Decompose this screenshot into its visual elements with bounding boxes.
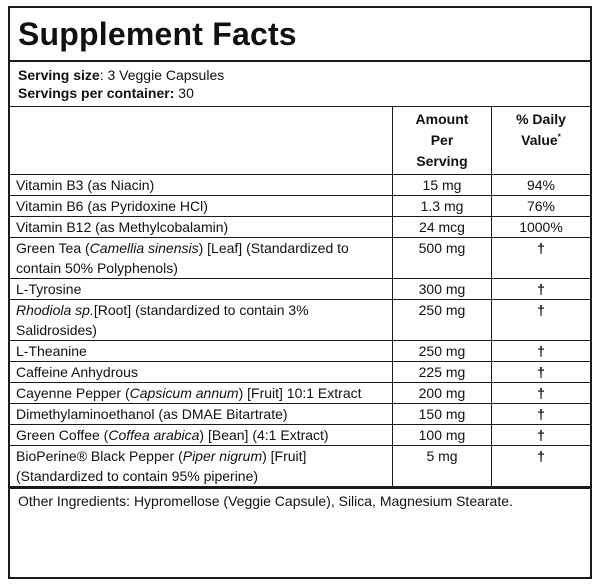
ingredient-daily-value: † bbox=[492, 341, 591, 362]
ingredient-row bbox=[10, 383, 590, 404]
ingredient-daily-value: † bbox=[492, 425, 591, 446]
ingredient-amount: 100 mg bbox=[393, 425, 492, 446]
ingredient-row bbox=[10, 404, 590, 425]
serving-size: Serving size: 3 Veggie Capsules bbox=[18, 67, 225, 83]
ingredient-daily-value: † bbox=[492, 446, 591, 487]
ingredient-amount: 225 mg bbox=[393, 362, 492, 383]
ingredient-row bbox=[10, 362, 590, 383]
nutrient-name: Vitamin B3 (as Niacin) bbox=[10, 175, 393, 196]
ingredient-name: Dimethylaminoethanol (as DMAE Bitartrate) bbox=[10, 404, 393, 425]
ingredient-amount: 250 mg bbox=[393, 341, 492, 362]
ingredient-amount: 250 mg bbox=[393, 300, 492, 341]
ingredient-amount: 300 mg bbox=[393, 279, 492, 300]
servings-per-container: Servings per container: 30 bbox=[18, 85, 194, 101]
ingredient-row bbox=[10, 238, 590, 279]
header-blank bbox=[10, 107, 393, 175]
ingredient-row bbox=[10, 279, 590, 300]
label-title: Supplement Facts bbox=[10, 8, 590, 62]
ingredient-name: Green Coffee (Coffea arabica) [Bean] (4:1 Extract) bbox=[10, 425, 393, 446]
nutrient-daily-value: 76% bbox=[492, 196, 591, 217]
ingredient-amount: 150 mg bbox=[393, 404, 492, 425]
ingredient-name: L-Theanine bbox=[10, 341, 393, 362]
ingredient-name: Rhodiola sp.[Root] (standardized to contain 3% Salidrosides) bbox=[10, 300, 393, 341]
ingredient-amount: 500 mg bbox=[393, 238, 492, 279]
ingredient-amount: 5 mg bbox=[393, 446, 492, 487]
nutrient-name: Vitamin B12 (as Methylcobalamin) bbox=[10, 217, 393, 238]
ingredient-name: L-Tyrosine bbox=[10, 279, 393, 300]
ingredient-amount: 200 mg bbox=[393, 383, 492, 404]
ingredient-daily-value: † bbox=[492, 404, 591, 425]
ingredient-name: BioPerine® Black Pepper (Piper nigrum) [Fruit] (Standardized to contain 95% piperine) bbox=[10, 446, 393, 487]
other-ingredients: Other Ingredients: Hypromellose (Veggie Capsule), Silica, Magnesium Stearate. bbox=[10, 487, 590, 514]
ingredient-row bbox=[10, 300, 590, 341]
serving-info bbox=[10, 62, 590, 107]
supplement-facts-label bbox=[8, 6, 592, 579]
nutrient-name: Vitamin B6 (as Pyridoxine HCl) bbox=[10, 196, 393, 217]
nutrient-daily-value: 1000% bbox=[492, 217, 591, 238]
ingredient-row bbox=[10, 446, 590, 487]
vitamin-row bbox=[10, 217, 590, 238]
vitamin-row bbox=[10, 175, 590, 196]
header-amount: Amount Per Serving bbox=[393, 107, 492, 175]
ingredient-name: Cayenne Pepper (Capsicum annum) [Fruit] 10:1 Extract bbox=[10, 383, 393, 404]
header-daily-value: % Daily Value* bbox=[492, 107, 591, 175]
ingredient-daily-value: † bbox=[492, 238, 591, 279]
nutrient-amount: 24 mcg bbox=[393, 217, 492, 238]
nutrient-daily-value: 94% bbox=[492, 175, 591, 196]
ingredient-row bbox=[10, 341, 590, 362]
ingredient-daily-value: † bbox=[492, 300, 591, 341]
vitamin-row bbox=[10, 196, 590, 217]
ingredient-name: Green Tea (Camellia sinensis) [Leaf] (Standardized to contain 50% Polyphenols) bbox=[10, 238, 393, 279]
nutrient-amount: 1.3 mg bbox=[393, 196, 492, 217]
ingredient-row bbox=[10, 425, 590, 446]
ingredient-daily-value: † bbox=[492, 279, 591, 300]
ingredient-daily-value: † bbox=[492, 383, 591, 404]
nutrient-amount: 15 mg bbox=[393, 175, 492, 196]
ingredient-daily-value: † bbox=[492, 362, 591, 383]
header-row bbox=[10, 107, 590, 175]
facts-table bbox=[10, 107, 590, 487]
ingredient-name: Caffeine Anhydrous bbox=[10, 362, 393, 383]
